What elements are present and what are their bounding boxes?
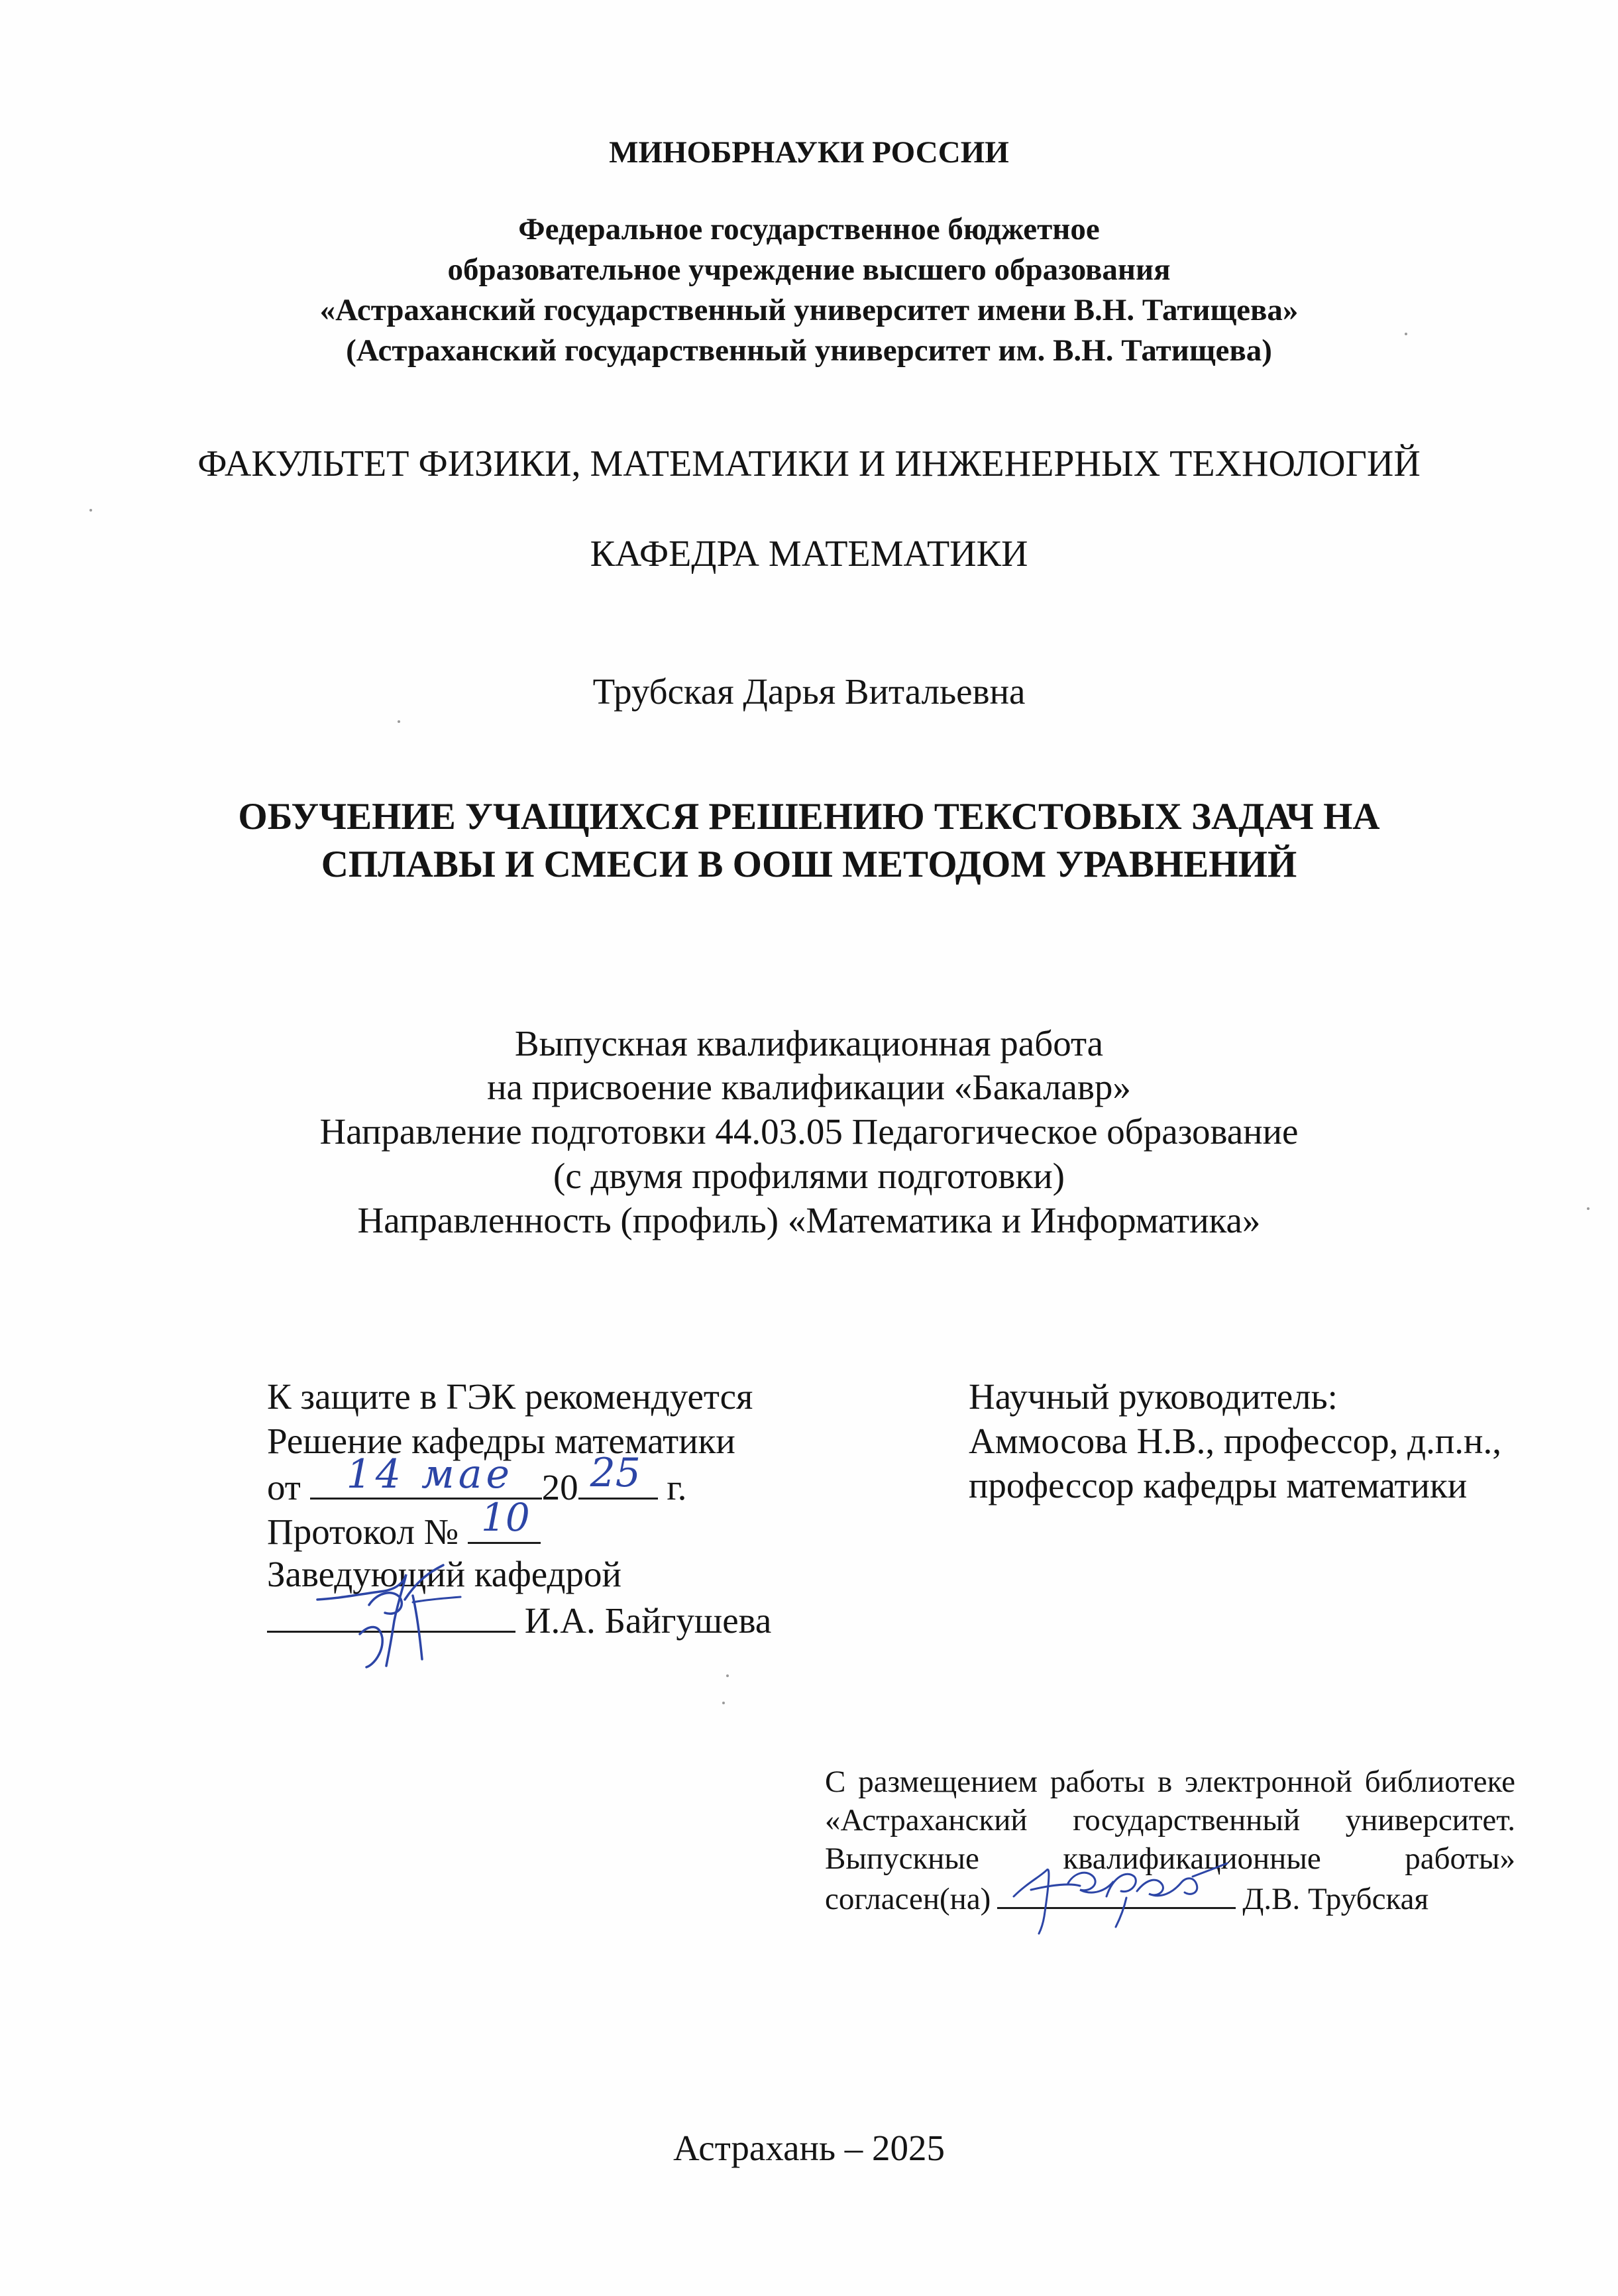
defense-recommendation-block <box>267 1374 810 1641</box>
head-signature-blank <box>267 1596 515 1633</box>
scan-speck <box>726 1674 729 1677</box>
year-suffix: г. <box>667 1467 687 1507</box>
supervisor-label: Научный руководитель: <box>969 1376 1338 1417</box>
org-line-4: (Астраханский государственный университет им. В.Н. Татищева) <box>346 333 1272 368</box>
head-name: И.А. Байгушева <box>524 1600 772 1641</box>
student-signature <box>1007 1850 1232 1936</box>
work-type-line-3: Направление подготовки 44.03.05 Педагогическое образование <box>319 1111 1299 1152</box>
org-line-3: «Астраханский государственный университет имени В.Н. Татищева» <box>319 293 1299 327</box>
department-heading: КАФЕДРА МАТЕМАТИКИ <box>590 533 1028 574</box>
consent-name: Д.В. Трубская <box>1242 1882 1429 1916</box>
thesis-title-line-1: ОБУЧЕНИЕ УЧАЩИХСЯ РЕШЕНИЮ ТЕКСТОВЫХ ЗАДАЧ НА <box>238 796 1380 838</box>
head-signature <box>313 1560 466 1679</box>
scan-speck <box>398 720 400 723</box>
ministry-heading: МИНОБРНАУКИ РОССИИ <box>609 135 1009 170</box>
work-type-line-2: на присвоение квалификации «Бакалавр» <box>487 1067 1131 1107</box>
consent-word: государственный <box>1073 1803 1301 1837</box>
defense-line-1: К защите в ГЭК рекомендуется <box>267 1376 753 1417</box>
thesis-title-line-2: СПЛАВЫ И СМЕСИ В ООШ МЕТОДОМ УРАВНЕНИЙ <box>321 844 1297 885</box>
consent-word: в <box>1157 1765 1173 1799</box>
scan-speck <box>722 1702 725 1704</box>
date-prefix: от <box>267 1467 301 1507</box>
library-consent-block <box>825 1763 1515 1918</box>
consent-word: работы» <box>1405 1841 1515 1876</box>
org-line-1: Федеральное государственное бюджетное <box>518 212 1100 246</box>
consent-word: С <box>825 1765 846 1799</box>
protocol-row <box>267 1495 810 1552</box>
head-label: Заведующий кафедрой <box>267 1554 621 1594</box>
protocol-blank <box>468 1495 541 1544</box>
consent-word: электронной <box>1184 1765 1352 1799</box>
consent-word: размещением <box>858 1765 1038 1799</box>
date-day-blank <box>310 1451 542 1500</box>
consent-signature-blank <box>997 1878 1236 1909</box>
work-type-line-4: (с двумя профилями подготовки) <box>553 1156 1065 1196</box>
faculty-heading: ФАКУЛЬТЕТ ФИЗИКИ, МАТЕМАТИКИ И ИНЖЕНЕРНЫХ ТЕХНОЛОГИЙ <box>197 443 1421 484</box>
supervisor-line-2: профессор кафедры математики <box>969 1465 1468 1505</box>
consent-word: «Астраханский <box>825 1803 1028 1837</box>
scan-speck <box>89 509 92 512</box>
org-line-2: образовательное учреждение высшего образования <box>447 252 1171 287</box>
supervisor-block <box>969 1374 1501 1507</box>
date-day-handwritten: 14 мае <box>346 1451 514 1498</box>
consent-row-1 <box>825 1763 1515 1801</box>
work-type-line-1: Выпускная квалификационная работа <box>514 1023 1104 1064</box>
consent-word: библиотеке <box>1364 1765 1515 1799</box>
city-year: Астрахань – 2025 <box>673 2128 945 2168</box>
author-name: Трубская Дарья Витальевна <box>592 671 1026 712</box>
scan-speck <box>1405 333 1407 335</box>
defense-line-2: Решение кафедры математики <box>267 1421 735 1461</box>
consent-word: Выпускные <box>825 1841 979 1876</box>
consent-row-2 <box>825 1801 1515 1839</box>
head-signature-row <box>267 1596 810 1641</box>
year-prefix: 20 <box>541 1467 578 1507</box>
year-handwritten: 25 <box>590 1450 641 1496</box>
consent-label: согласен(на) <box>825 1882 991 1916</box>
work-type-line-5: Направленность (профиль) «Математика и Информатика» <box>357 1200 1261 1240</box>
protocol-label: Протокол № <box>267 1511 459 1552</box>
protocol-handwritten: 10 <box>480 1495 530 1540</box>
scan-speck <box>1587 1207 1590 1210</box>
supervisor-line-1: Аммосова Н.В., профессор, д.п.н., <box>969 1421 1501 1461</box>
consent-word: университет. <box>1345 1803 1515 1837</box>
consent-row-4 <box>825 1878 1515 1918</box>
defense-date-row <box>267 1450 810 1507</box>
consent-word: квалификационные <box>1063 1841 1321 1876</box>
consent-word: работы <box>1050 1765 1146 1799</box>
year-blank <box>578 1450 658 1500</box>
